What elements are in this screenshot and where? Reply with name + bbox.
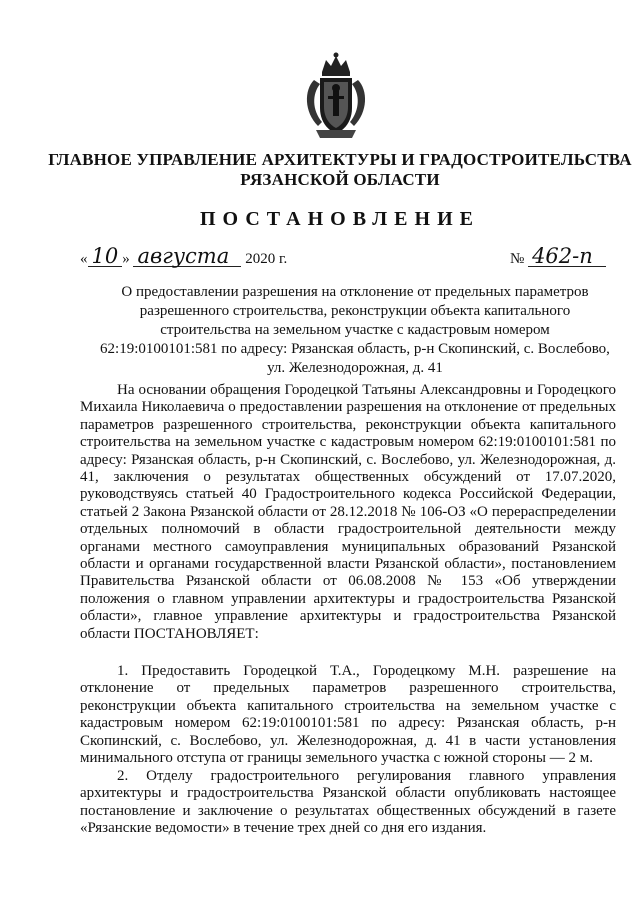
document-subject: О предоставлении разрешения на отклонение от предельных параметров разрешенного строительства, реконструкции объекта капитального строительства на земельном участке с кадастровым номером 62:19:0100101:581 по адресу: Рязанская область, р-н Скопинский, с. Вослебово, ул. Железнодорожная, д. 41 <box>100 284 610 376</box>
number-label: № <box>510 251 525 267</box>
date-open-quote: « <box>80 251 88 267</box>
date-month: августа <box>133 246 241 267</box>
number-value: 462-п <box>528 246 606 267</box>
date-close-quote: » <box>122 251 130 267</box>
organization-name-line2: РЯЗАНСКОЙ ОБЛАСТИ <box>240 170 440 189</box>
preamble-paragraph: На основании обращения Городецкой Татьяны Александровны и Городецкого Михаила Николаевича о предоставлении разрешения на отклонение от предельных параметров разрешенного строительства, реконструкции объекта капитального строительства на земельном участке с кадастровым номером 62:19:0100101:581 по адресу: Рязанская область, р-н Скопинский, с. Вослебово, ул. Железнодорожная, д. 41, заключения о результатах общественных обсуждений от 17.07.2020, руководствуясь статьей 40 Градостроительного кодекса Российской Федерации, статьей 2 Закона Рязанской области от 28.12.2018 № 106-ОЗ «О перераспределении отдельных полномочий в области градостроительной деятельности между органами местного самоуправления муниципальных образований Рязанской области и органами государственной власти Рязанской области», постановлением Правительства Рязанской области от 06.08.2008 № 153 «Об утверждении положения о главном управлении архитектуры и градостроительства Рязанской области», главное управление архитектуры и градостроительства Рязанской области ПОСТАНОВЛЯЕТ: <box>80 382 616 642</box>
document-date <box>80 246 287 268</box>
date-day: 10 <box>88 246 123 267</box>
date-year: 2020 г. <box>245 251 288 267</box>
resolution-item-2: 2. Отделу градостроительного регулирования главного управления архитектуры и градостроительства Рязанской области опубликовать настоящее постановление и заключение о результатах общественных обсуждений в газете «Рязанские ведомости» в течение трех дней со дня его издания. <box>80 768 616 837</box>
document-type-title: ПОСТАНОВЛЕНИЕ <box>200 208 480 230</box>
resolution-item-1: 1. Предоставить Городецкой Т.А., Городецкому М.Н. разрешение на отклонение от предельных параметров разрешенного строительства, реконструкции объекта капитального строительства на земельном участке с кадастровым номером 62:19:0100101:581 по адресу: Рязанская область, р-н Скопинский, с. Вослебово, ул. Железнодорожная, д. 41 в части установления минимального отступа от границы земельного участка с южной стороны — 2 м. <box>80 663 616 767</box>
organization-name-line1: ГЛАВНОЕ УПРАВЛЕНИЕ АРХИТЕКТУРЫ И ГРАДОСТРОИТЕЛЬСТВА <box>48 150 632 169</box>
coat-of-arms-icon <box>300 50 372 142</box>
document-number <box>510 246 606 268</box>
